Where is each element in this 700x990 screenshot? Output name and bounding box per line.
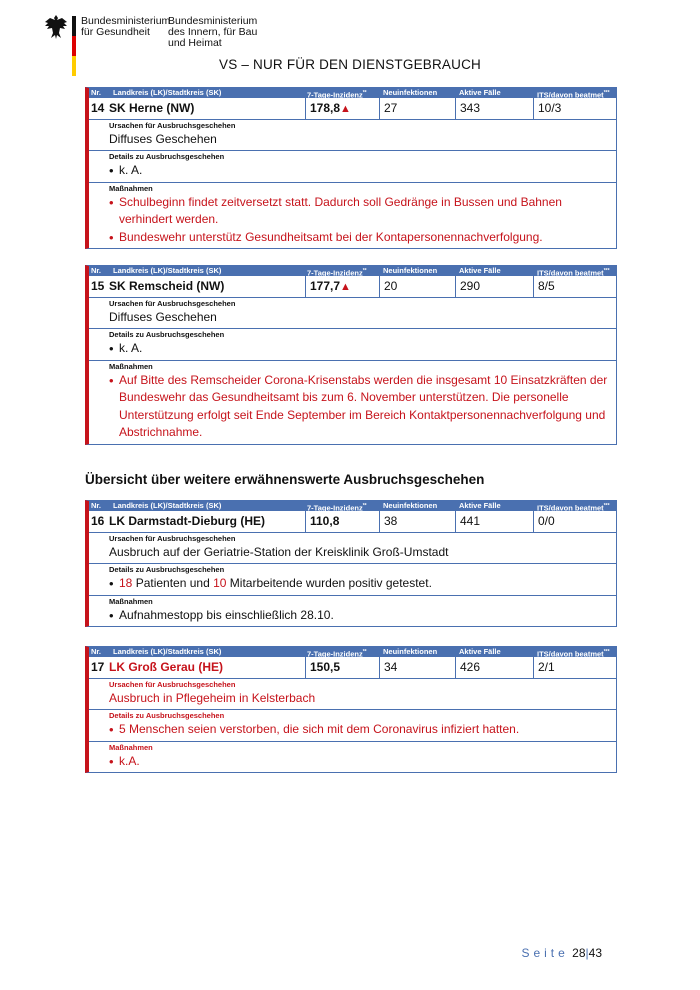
table-row: 15 SK Remscheid (NW) 177,7▲ 20 290 8/5 xyxy=(89,276,616,298)
causes-section: Ursachen für Ausbruchsgeschehen Diffuses Geschehen xyxy=(89,298,616,329)
outbreak-entry xyxy=(85,87,617,249)
ministry-interior-name: Bundesministerium des Innern, für Bau und Heimat xyxy=(168,15,258,49)
measures-section: Maßnahmen • Aufnahmestopp bis einschließlich 28.10. xyxy=(89,596,616,627)
ministry-health-name: Bundesministerium für Gesundheit xyxy=(81,15,171,38)
district-name: SK Remscheid (NW) xyxy=(109,279,225,293)
details-section: Details zu Ausbruchsgeschehen • 5 Menschen seien verstorben, die sich mit dem Coronavirus infiziert hatten. xyxy=(89,710,616,742)
federal-eagle-icon xyxy=(44,14,68,40)
district-name: SK Herne (NW) xyxy=(109,101,195,115)
details-section: Details zu Ausbruchsgeschehen • 18 Patienten und 10 Mitarbeitende wurden positiv getestet. xyxy=(89,564,616,596)
table-header: Nr. Landkreis (LK)/Stadtkreis (SK) 7-Tage-Inzidenz** Neuinfektionen Aktive Fälle ITS/davon beatmet*** xyxy=(89,266,616,276)
section-heading: Übersicht über weitere erwähnenswerte Ausbruchsgeschehen xyxy=(85,472,485,487)
trend-up-icon: ▲ xyxy=(340,103,351,115)
table-row: 16 LK Darmstadt-Dieburg (HE) 110,8 38 441 0/0 xyxy=(89,511,616,533)
classification-label: VS – NUR FÜR DEN DIENSTGEBRAUCH xyxy=(219,57,481,72)
details-section: Details zu Ausbruchsgeschehen • k. A. xyxy=(89,151,616,183)
district-name: LK Darmstadt-Dieburg (HE) xyxy=(109,514,266,528)
district-name: LK Groß Gerau (HE) xyxy=(109,660,224,674)
outbreak-entry xyxy=(85,500,617,627)
trend-up-icon: ▲ xyxy=(340,281,351,293)
causes-section: Ursachen für Ausbruchsgeschehen Ausbruch in Pflegeheim in Kelsterbach xyxy=(89,679,616,710)
table-header: Nr. Landkreis (LK)/Stadtkreis (SK) 7-Tage-Inzidenz** Neuinfektionen Aktive Fälle ITS/davon beatmet*** xyxy=(89,88,616,98)
table-header: Nr. Landkreis (LK)/Stadtkreis (SK) 7-Tage-Inzidenz** Neuinfektionen Aktive Fälle ITS/davon beatmet*** xyxy=(89,501,616,511)
table-header: Nr. Landkreis (LK)/Stadtkreis (SK) 7-Tage-Inzidenz** Neuinfektionen Aktive Fälle ITS/davon beatmet*** xyxy=(89,647,616,657)
details-section: Details zu Ausbruchsgeschehen • k. A. xyxy=(89,329,616,361)
measures-section: Maßnahmen • Auf Bitte des Remscheider Corona-Krisenstabs werden die insgesamt 10 Einsatzkräften der Bundeswehr das Gesundheitsamt bis zum 6. November unterstützen. Die personelle Unterstützung erfolgt seit Ende September im Bereich Kontaktpersonennachverfolgung und Abstrichnahme. xyxy=(89,361,616,444)
measures-section: Maßnahmen • k.A. xyxy=(89,742,616,773)
outbreak-entry xyxy=(85,265,617,445)
outbreak-entry xyxy=(85,646,617,773)
causes-section: Ursachen für Ausbruchsgeschehen Diffuses Geschehen xyxy=(89,120,616,151)
page-number: Seite 28|43 xyxy=(521,946,602,960)
table-row: 17 LK Groß Gerau (HE) 150,5 34 426 2/1 xyxy=(89,657,616,679)
table-row: 14 SK Herne (NW) 178,8▲ 27 343 10/3 xyxy=(89,98,616,120)
causes-section: Ursachen für Ausbruchsgeschehen Ausbruch auf der Geriatrie-Station der Kreisklinik Groß-Umstadt xyxy=(89,533,616,564)
measures-section: Maßnahmen • Schulbeginn findet zeitversetzt statt. Dadurch soll Gedränge in Bussen und Bahnen verhindert werden. • Bundeswehr unterstütz Gesundheitsamt bei der Kontapersonennachverfolgung. xyxy=(89,183,616,249)
